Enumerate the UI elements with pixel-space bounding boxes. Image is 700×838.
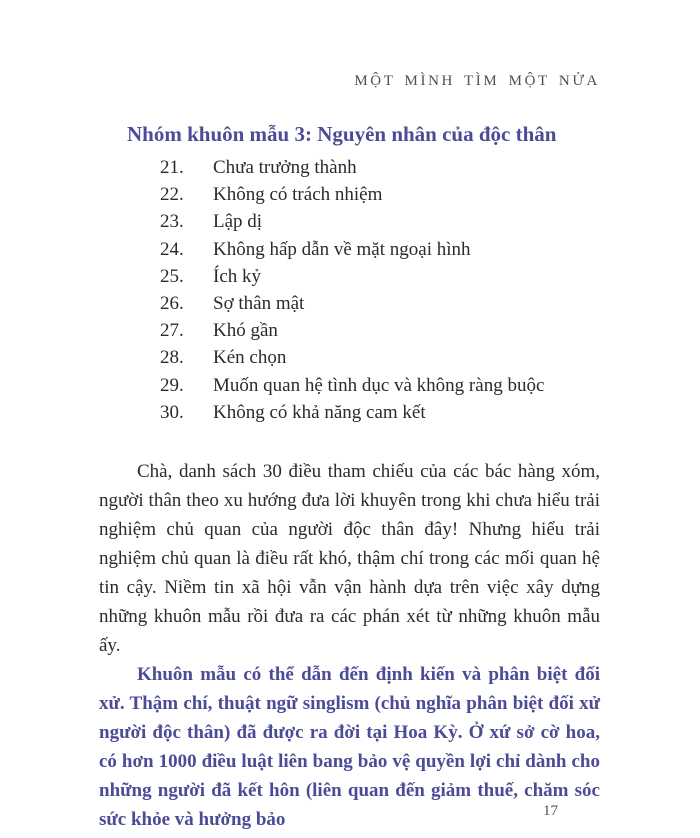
list-item-text: Lập dị (213, 211, 263, 233)
list-item (99, 181, 600, 208)
list-item-number: 23. (160, 211, 184, 233)
list-item-text: Chưa trưởng thành (213, 157, 357, 178)
list-item (99, 263, 600, 290)
page-content (99, 119, 600, 834)
list-item-number: 30. (160, 401, 184, 423)
list-item-text: Muốn quan hệ tình dục và không ràng buộc (213, 374, 545, 396)
list-item-text: Ích kỷ (213, 265, 262, 287)
list-item (99, 317, 600, 344)
list-item-number: 21. (160, 157, 184, 178)
list-item-number: 26. (160, 293, 184, 315)
list-item-number: 27. (160, 320, 184, 342)
list-item-text: Không có khả năng cam kết (213, 401, 426, 423)
list-item-text: Kén chọn (213, 347, 287, 369)
list-item (99, 399, 600, 426)
list-item-number: 29. (160, 374, 184, 396)
page-number: 17 (543, 803, 558, 819)
list-item-number: 24. (160, 238, 184, 260)
list-item (99, 372, 600, 399)
list-item-number: 28. (160, 347, 184, 369)
list-item-text: Không hấp dẫn về mặt ngoại hình (213, 238, 471, 260)
list-item (99, 154, 600, 181)
running-head: MỘT MÌNH TÌM MỘT NỬA (354, 73, 600, 89)
list-item (99, 290, 600, 317)
reasons-list (99, 154, 600, 426)
paragraph-singlism: Khuôn mẫu có thể dẫn đến định kiến và phân biệt đối xử. Thậm chí, thuật ngữ singlism (chủ nghĩa phân biệt đối xử người độc thân) đã được ra đời tại Hoa Kỳ. Ở xứ sở cờ hoa, có hơn 1000 điều luật liên bang bảo vệ quyền lợi chỉ dành cho những người đã kết hôn (liên quan đến giảm thuế, chăm sóc sức khỏe và hưởng bảo (99, 664, 600, 831)
list-item-text: Sợ thân mật (213, 293, 305, 315)
list-item-number: 25. (160, 265, 184, 287)
list-item-number: 22. (160, 184, 184, 206)
section-heading: Nhóm khuôn mẫu 3: Nguyên nhân của độc thân (127, 122, 557, 146)
list-item-text: Không có trách nhiệm (213, 184, 383, 206)
list-item-text: Khó gần (213, 320, 278, 342)
list-item (99, 208, 600, 235)
list-item (99, 344, 600, 371)
paragraph-commentary: Chà, danh sách 30 điều tham chiếu của các bác hàng xóm, người thân theo xu hướng đưa lời khuyên trong khi chưa hiểu trải nghiệm chủ quan của người độc thân đây! Nhưng hiểu trải nghiệm chủ quan là điều rất khó, thậm chí trong các mối quan hệ tin cậy. Niềm tin xã hội vẫn vận hành dựa trên việc xây dựng những khuôn mẫu rồi đưa ra các phán xét từ những khuôn mẫu ấy. (99, 461, 600, 657)
list-item (99, 236, 600, 263)
